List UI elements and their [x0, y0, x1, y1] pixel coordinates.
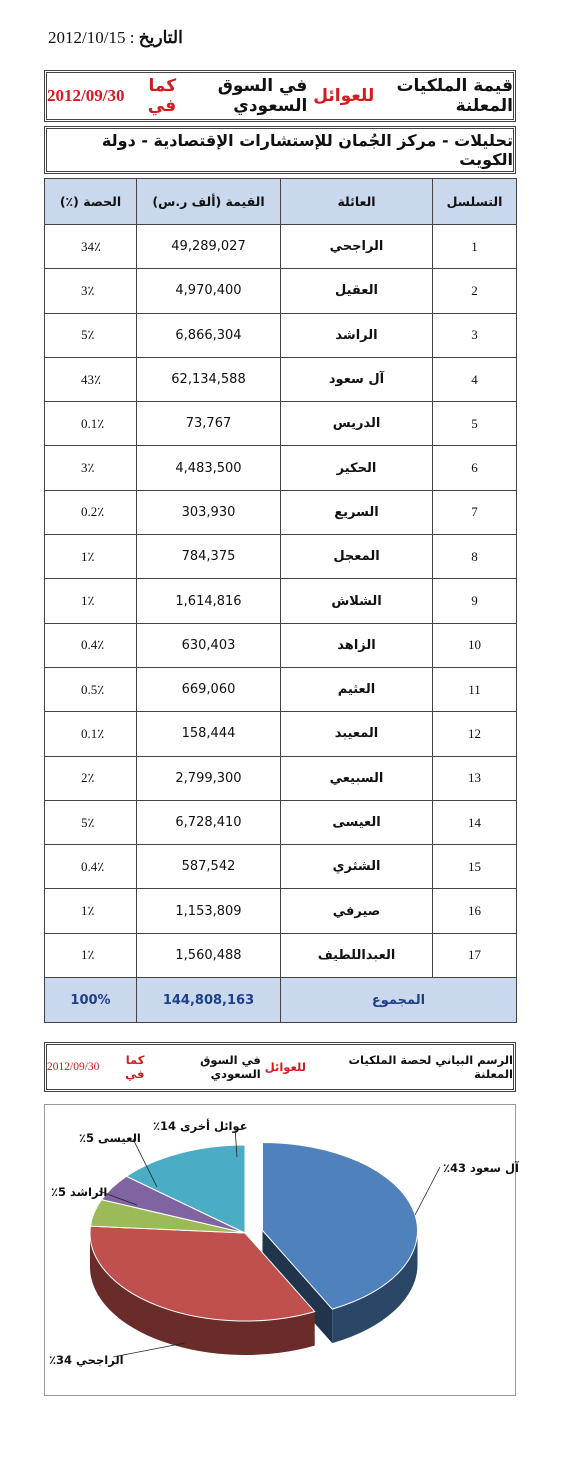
title-text-3: في السوق السعودي [217, 76, 308, 116]
cell-seq: 5 [433, 402, 517, 446]
label-rashed: الراشد 5٪ [51, 1185, 108, 1199]
table-row [45, 845, 517, 889]
cell-family: العقيل [281, 269, 433, 313]
title-text-2: للعوائل [313, 86, 375, 106]
pie-chart-svg [45, 1105, 515, 1395]
cell-family: السبيعي [281, 756, 433, 800]
cell-value: 1,560,488 [137, 933, 281, 977]
cell-seq: 17 [433, 933, 517, 977]
table-row [45, 712, 517, 756]
cell-seq: 13 [433, 756, 517, 800]
table-row [45, 889, 517, 933]
label-al-saud: آل سعود 43٪ [443, 1161, 519, 1175]
total-label: المجموع [281, 978, 517, 1023]
title-text-1: قيمة الملكيات المعلنة [396, 76, 513, 116]
cell-family: المعجل [281, 535, 433, 579]
cell-family: العبداللطيف [281, 933, 433, 977]
table-row [45, 579, 517, 623]
cell-family: الشثري [281, 845, 433, 889]
title-date: 2012/09/30 [47, 86, 125, 105]
cell-value: 630,403 [137, 623, 281, 667]
cell-share: 0.5٪ [45, 667, 137, 711]
cell-family: الشلاش [281, 579, 433, 623]
cell-seq: 3 [433, 313, 517, 357]
cell-seq: 1 [433, 225, 517, 269]
subtitle-text: تحليلات - مركز الجُمان للإستشارات الإقتصادية - دولة الكويت [101, 131, 513, 169]
cell-seq: 8 [433, 535, 517, 579]
cell-share: 3٪ [45, 269, 137, 313]
chart-title-2: للعوائل [264, 1060, 307, 1074]
cell-share: 3٪ [45, 446, 137, 490]
chart-title-date: 2012/09/30 [47, 1061, 100, 1073]
date-label: التاريخ [138, 28, 183, 47]
table-row [45, 800, 517, 844]
total-share: 100% [45, 978, 137, 1023]
chart-title [44, 1042, 516, 1092]
total-value: 144,808,163 [137, 978, 281, 1023]
report-date: التاريخ : 2012/10/15 [48, 28, 183, 47]
cell-value: 158,444 [137, 712, 281, 756]
chart-title-3: في السوق السعودي [200, 1053, 261, 1081]
cell-share: 0.4٪ [45, 623, 137, 667]
chart-title-4: كما في [125, 1053, 145, 1081]
cell-family: آل سعود [281, 357, 433, 401]
table-row [45, 667, 517, 711]
cell-family: الراشد [281, 313, 433, 357]
cell-share: 1٪ [45, 535, 137, 579]
cell-seq: 14 [433, 800, 517, 844]
table-row [45, 933, 517, 977]
cell-value: 303,930 [137, 490, 281, 534]
cell-seq: 11 [433, 667, 517, 711]
cell-share: 0.2٪ [45, 490, 137, 534]
table-row [45, 225, 517, 269]
cell-value: 6,728,410 [137, 800, 281, 844]
table-row [45, 756, 517, 800]
cell-seq: 2 [433, 269, 517, 313]
label-issa: العيسى 5٪ [79, 1131, 141, 1145]
ownership-table [44, 178, 517, 1023]
cell-value: 4,970,400 [137, 269, 281, 313]
title-text-4: كما في [147, 76, 177, 116]
cell-value: 587,542 [137, 845, 281, 889]
cell-value: 1,614,816 [137, 579, 281, 623]
cell-value: 73,767 [137, 402, 281, 446]
header-value: القيمة (ألف ر.س) [137, 179, 281, 225]
cell-family: الحكير [281, 446, 433, 490]
cell-seq: 4 [433, 357, 517, 401]
table-row [45, 313, 517, 357]
cell-share: 0.1٪ [45, 712, 137, 756]
leader-line [113, 1343, 185, 1357]
cell-family: السريع [281, 490, 433, 534]
pie-chart [44, 1104, 519, 1396]
table-row [45, 357, 517, 401]
cell-share: 43٪ [45, 357, 137, 401]
header-family: العائلة [281, 179, 433, 225]
table-row [45, 535, 517, 579]
cell-share: 1٪ [45, 933, 137, 977]
cell-seq: 15 [433, 845, 517, 889]
label-rajhi: الراجحي 34٪ [49, 1353, 124, 1367]
table-header-row [45, 179, 517, 225]
label-others: عوائل أخرى 14٪ [153, 1119, 248, 1133]
main-title [44, 70, 516, 122]
subtitle [44, 126, 516, 174]
cell-family: الراجحي [281, 225, 433, 269]
cell-value: 4,483,500 [137, 446, 281, 490]
cell-seq: 10 [433, 623, 517, 667]
cell-family: العثيم [281, 667, 433, 711]
header-seq: التسلسل [433, 179, 517, 225]
cell-share: 5٪ [45, 800, 137, 844]
cell-value: 62,134,588 [137, 357, 281, 401]
table-row [45, 269, 517, 313]
date-value: 2012/10/15 [48, 28, 126, 47]
cell-share: 0.1٪ [45, 402, 137, 446]
cell-family: العيسى [281, 800, 433, 844]
cell-share: 1٪ [45, 889, 137, 933]
cell-value: 669,060 [137, 667, 281, 711]
header-share: الحصة (٪) [45, 179, 137, 225]
cell-family: الدريس [281, 402, 433, 446]
cell-family: المعيبد [281, 712, 433, 756]
cell-share: 2٪ [45, 756, 137, 800]
cell-value: 2,799,300 [137, 756, 281, 800]
cell-seq: 16 [433, 889, 517, 933]
leader-line [415, 1167, 440, 1215]
table-row [45, 402, 517, 446]
table-row [45, 490, 517, 534]
cell-value: 1,153,809 [137, 889, 281, 933]
cell-family: الزاهد [281, 623, 433, 667]
cell-share: 34٪ [45, 225, 137, 269]
table-row [45, 446, 517, 490]
cell-value: 49,289,027 [137, 225, 281, 269]
cell-share: 1٪ [45, 579, 137, 623]
cell-value: 784,375 [137, 535, 281, 579]
cell-seq: 12 [433, 712, 517, 756]
total-row [45, 978, 517, 1023]
cell-share: 5٪ [45, 313, 137, 357]
cell-family: صيرفي [281, 889, 433, 933]
table-row [45, 623, 517, 667]
cell-value: 6,866,304 [137, 313, 281, 357]
cell-seq: 9 [433, 579, 517, 623]
cell-share: 0.4٪ [45, 845, 137, 889]
cell-seq: 7 [433, 490, 517, 534]
cell-seq: 6 [433, 446, 517, 490]
chart-title-1: الرسم البياني لحصة الملكيات المعلنة [348, 1053, 513, 1081]
